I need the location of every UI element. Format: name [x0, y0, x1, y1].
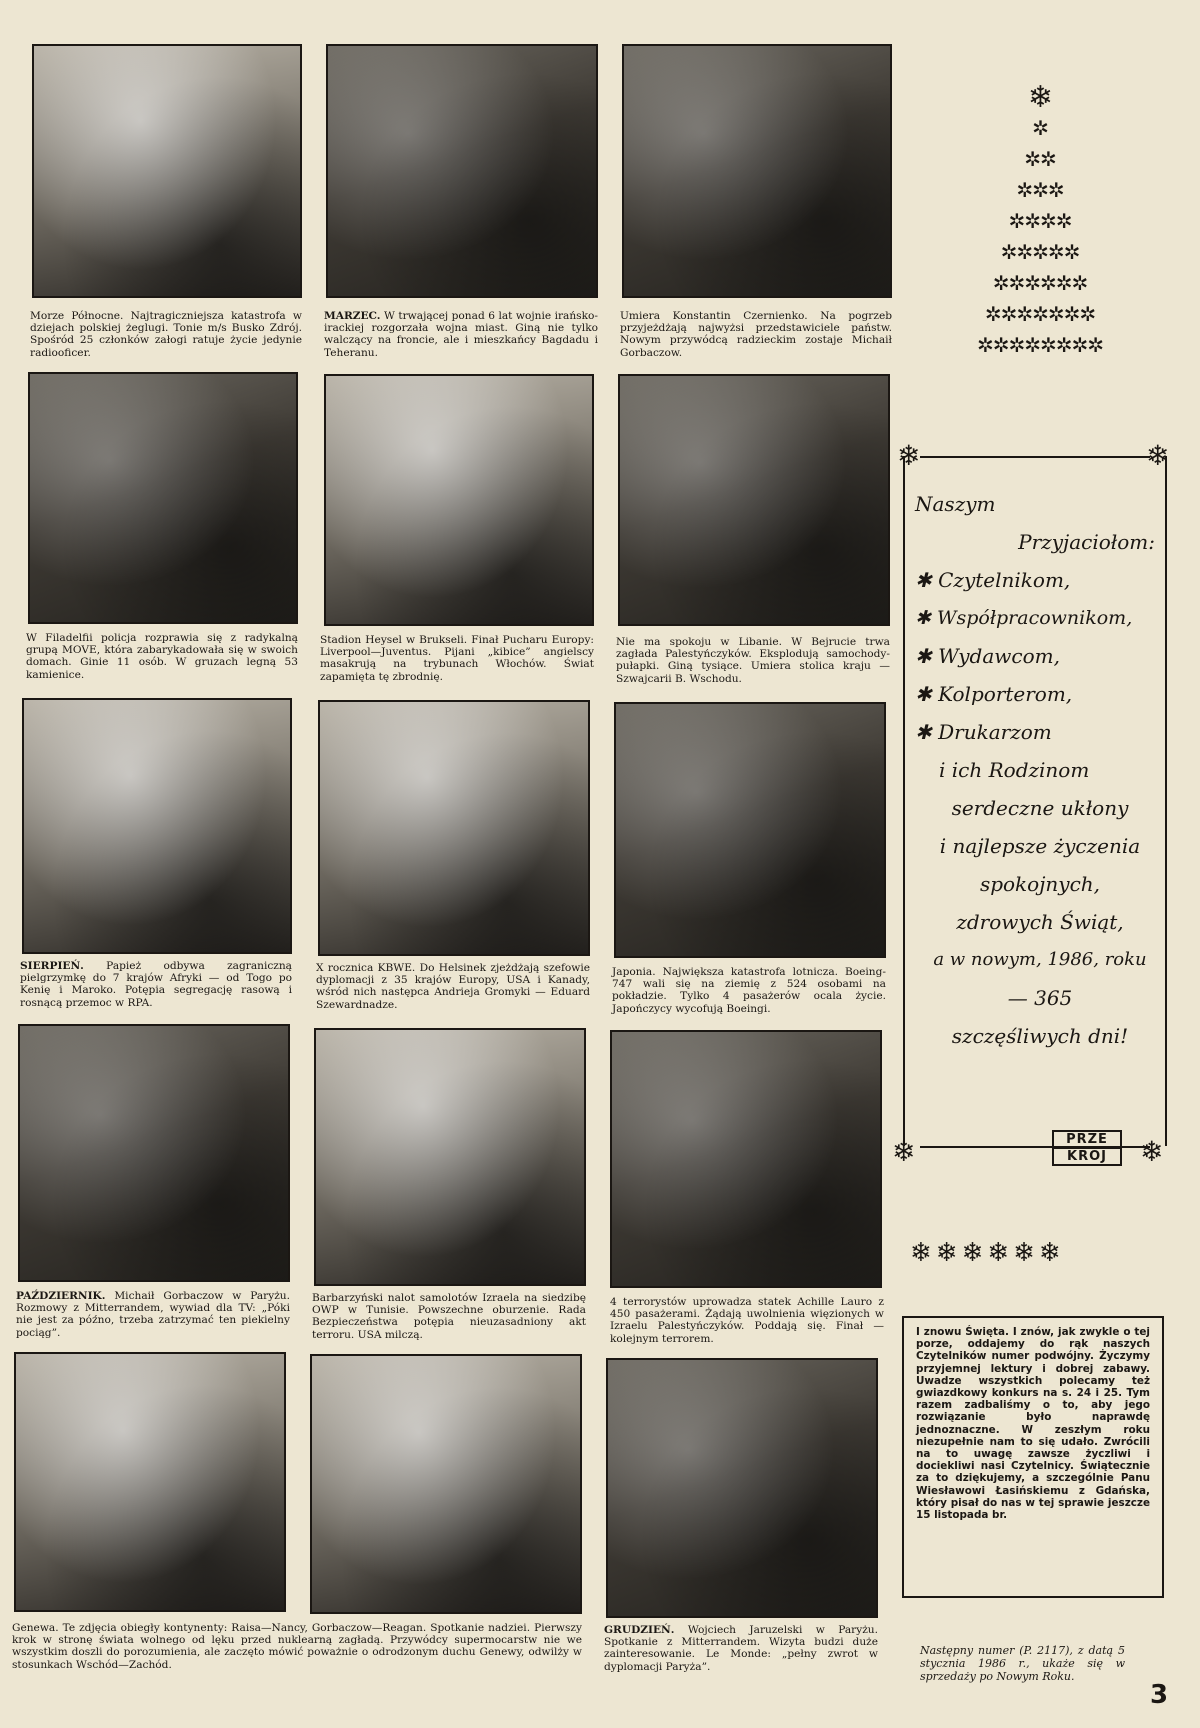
photo-japan-air-crash	[614, 702, 886, 958]
editorial-note-text: I znowu Święta. I znów, jak zwykle o tej porze, oddajemy do rąk naszych Czytelników numer podwójny. Życzymy przyjemnej lektury i dobrej zabawy. Uwadze wszystkich polecamy też gwiazdkowy konkurs na s. 24 i 25. Tym razem zadbaliśmy o to, aby jego rozwiązanie było naprawdę jednoznaczne. W zeszłym roku niezupełnie nam to się udało. Zwrócili na to uwagę zawsze życzliwi i dociekliwi nasi Czytelnicy. Świątecznie za to dziękujemy, a szczególnie Panu Wiesławowi Łasińskiemu z Gdańska, który pisał do nas w tej sprawie jeszcze 15 listopada br.	[916, 1326, 1150, 1522]
next-issue-notice: Następny numer (P. 2117), z datą 5 stycznia 1986 r., ukaże się w sprzedaży po Nowym Roku.	[920, 1644, 1125, 1683]
snowflake-divider: ❄❄❄❄❄❄	[910, 1238, 1065, 1268]
logo-top-text: PRZE	[1066, 1132, 1108, 1147]
caption-1: Morze Północne. Najtragiczniejsza katastrofa w dziejach polskiej żeglugi. Tonie m/s Busko Zdrój. Spośród 25 członków załogi ratuje życie jedynie radiooficer.	[30, 310, 302, 359]
photo-achille-lauro	[610, 1030, 882, 1288]
photo-czernienko-funeral	[622, 44, 892, 298]
photo-lebanon-soldier	[618, 374, 890, 626]
caption-11: Barbarzyński nalot samolotów Izraela na siedzibę OWP w Tunisie. Powszechne oburzenie. Rada Bezpieczeństwa potępia nieuzasadniony akt terroru. USA milczą.	[312, 1292, 586, 1341]
caption-12: 4 terrorystów uprowadza statek Achille Lauro z 450 pasażerami. Żądają uwolnienia więzionych w Izraelu Palestyńczyków. Poddają się. Finał — kolejnym terrorem.	[610, 1296, 884, 1345]
photo-gorbachev-reagan	[310, 1354, 582, 1614]
snowflake-icon: ❄	[897, 439, 921, 472]
photo-heysel-stadium	[324, 374, 594, 626]
caption-8: X rocznica KBWE. Do Helsinek zjeżdżają szefowie dyplomacji z 35 krajów Europy, USA i Kanady, wśród nich następca Andrieja Gromyki — Eduard Szewardnadze.	[316, 962, 590, 1011]
caption-7: SIERPIEŃ. Papież odbywa zagraniczną pielgrzymkę do 7 krajów Afryki — od Togo po Kenię i Maroko. Potępia segregację rasową i rosnącą przemoc w RPA.	[20, 960, 292, 1009]
caption-3: Umiera Konstantin Czernienko. Na pogrzeb przyjeżdżają najwyżsi przedstawiciele państw. Nowym przywódcą radzieckim zostaje Michaił Gorbaczow.	[620, 310, 892, 359]
photo-ship-busko-zdroj	[32, 44, 302, 298]
przekroj-logo	[1052, 1130, 1122, 1166]
editorial-note	[902, 1316, 1164, 1598]
frame-top-rule	[920, 456, 1150, 458]
caption-10: PAŹDZIERNIK. Michaił Gorbaczow w Paryżu. Rozmowy z Mitterrandem, wywiad dla TV: „Póki nie jest za późno, trzeba zatrzymać ten piekielny pociąg”.	[16, 1290, 290, 1339]
snowflake-icon: ❄	[1146, 439, 1170, 472]
photo-kbwe-helsinki	[318, 700, 590, 956]
christmas-tree-ornament: ❄ ✲ ✲✲ ✲✲✲ ✲✲✲✲ ✲✲✲✲✲ ✲✲✲✲✲✲ ✲✲✲✲✲✲✲ ✲✲✲✲✲✲✲✲	[910, 82, 1170, 361]
caption-4: W Filadelfii policja rozprawia się z radykalną grupą MOVE, która zabarykadowała się w swoich domach. Ginie 11 osób. W gruzach legną 53 kamienice.	[26, 632, 298, 681]
snowflake-icon: ❄	[1140, 1135, 1164, 1168]
photo-gorbachev-paris	[18, 1024, 290, 1282]
page-number: 3	[1150, 1680, 1169, 1710]
photo-jaruzelski-mitterrand	[606, 1358, 878, 1618]
photo-pope-africa	[22, 698, 292, 954]
tree-star-icon: ❄	[1027, 80, 1053, 115]
logo-bottom-text: KRÓJ	[1054, 1147, 1120, 1164]
caption-5: Stadion Heysel w Brukseli. Finał Pucharu Europy: Liverpool—Juventus. Pijani „kibice” angielscy masakrują na trybunach Włochów. Świat zapamięta tę zbrodnię.	[320, 634, 594, 683]
photo-philadelphia-fire	[28, 372, 298, 624]
caption-14: GRUDZIEŃ. Wojciech Jaruzelski w Paryżu. Spotkanie z Mitterrandem. Wizyta budzi duże zainteresowanie. Le Monde: „pełny zwrot w dyplomacji Paryża”.	[604, 1624, 878, 1673]
caption-6: Nie ma spokoju w Libanie. W Bejrucie trwa zagłada Palestyńczyków. Eksplodują samochody-pułapki. Giną tysiące. Umiera stolica kraju — Szwajcarii B. Wschodu.	[616, 636, 890, 685]
photo-iran-iraq-war	[326, 44, 598, 298]
greeting-text: Naszym Przyjaciołom: ✱ Czytelnikom, ✱ Współpracownikom, ✱ Wydawcom, ✱ Kolporterom, ✱ Drukarzom i ich Rodzinom serdeczne ukłony i najlepsze życzenia spokojnych, zdrowych Świąt, a w nowym, 1986, roku — 365 szczęśliwych dni!	[915, 492, 1155, 1048]
caption-9: Japonia. Największa katastrofa lotnicza. Boeing-747 wali się na ziemię z 524 osobami na pokładzie. Tylko 4 pasażerów ocala życie. Japończycy wycofują Boeingi.	[612, 966, 886, 1015]
caption-13: Genewa. Te zdjęcia obiegły kontynenty: Raisa—Nancy, Gorbaczow—Reagan. Spotkanie nadziei. Pierwszy krok w stronę świata wolnego od lęku przed nuklearną zagładą. Przywódcy supermocarstw nie we wszystkim doszli do porozumienia, ale zaczęto mówić poważnie o odrodzonym duchu Genewy, odwilży w stosunkach Wschód—Zachód.	[12, 1622, 582, 1671]
photo-tunis-raid	[314, 1028, 586, 1286]
photo-raisa-nancy	[14, 1352, 286, 1612]
caption-2: MARZEC. W trwającej ponad 6 lat wojnie irańsko-irackiej rozgorzała wojna miast. Giną nie tylko walczący na froncie, ale i mieszkańcy Bagdadu i Teheranu.	[324, 310, 598, 359]
snowflake-icon: ❄	[892, 1135, 916, 1168]
